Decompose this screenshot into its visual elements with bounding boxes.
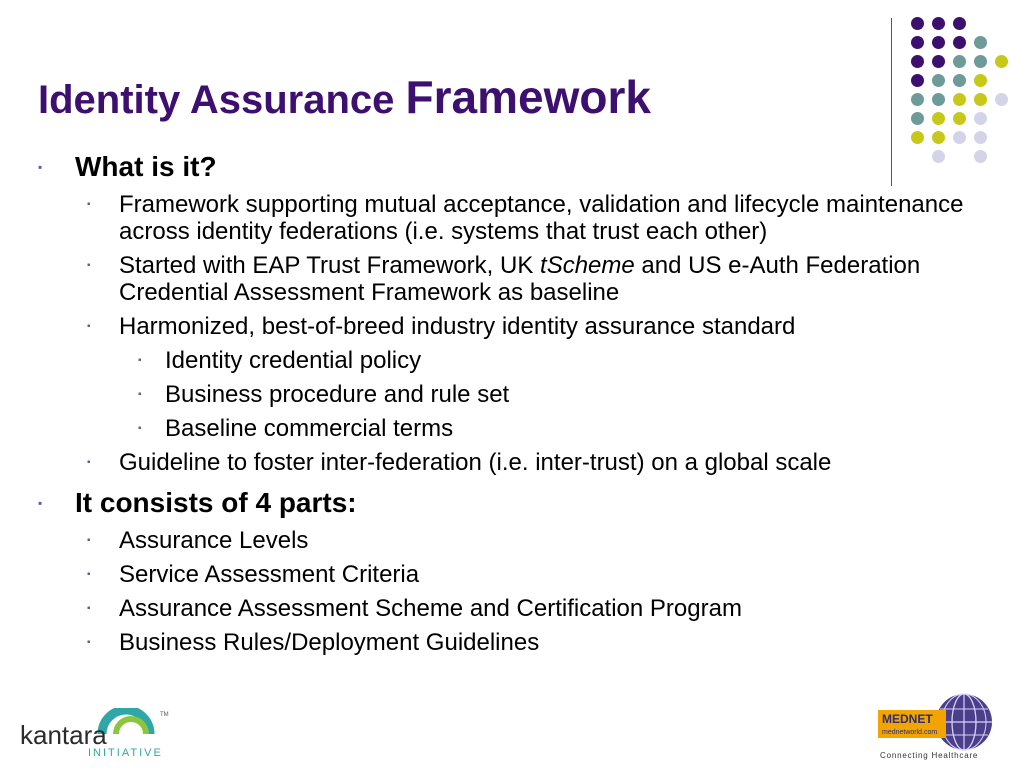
decorative-dot (932, 55, 945, 68)
square-bullet-icon: ▪ (138, 355, 142, 366)
svg-text:mednetworld.com: mednetworld.com (882, 729, 938, 736)
square-bullet-icon: ▪ (87, 260, 91, 271)
section-parts (38, 486, 968, 520)
decorative-dot (932, 74, 945, 87)
square-bullet-icon: ▪ (87, 637, 91, 648)
list-item: ▪ Harmonized, best-of-breed industry identity assurance standard (87, 313, 796, 340)
list-item: ▪ Service Assessment Criteria (87, 561, 420, 588)
section-what-is-it (38, 150, 968, 184)
decorative-dot (932, 93, 945, 106)
decorative-dot (932, 36, 945, 49)
decorative-dot (953, 55, 966, 68)
svg-text:kantara: kantara (20, 720, 107, 750)
section-heading: What is it? (75, 151, 217, 182)
decorative-dot (953, 93, 966, 106)
decorative-dot (995, 93, 1008, 106)
decorative-dot (911, 55, 924, 68)
slide-title (38, 70, 651, 124)
bullet-content (38, 146, 968, 656)
square-bullet-icon: ▪ (87, 603, 91, 614)
decorative-dot (953, 36, 966, 49)
decorative-dot (932, 112, 945, 125)
title-part1: Identity Assurance (38, 78, 406, 122)
square-bullet-icon: ▪ (87, 569, 91, 580)
mednet-logo (878, 692, 998, 762)
svg-text:Connecting Healthcare: Connecting Healthcare (880, 751, 979, 760)
decorative-dot (911, 112, 924, 125)
decorative-dot (974, 55, 987, 68)
square-bullet-icon: ▪ (38, 496, 43, 510)
section-heading: It consists of 4 parts: (75, 487, 357, 518)
list-item: ▪ Assurance Assessment Scheme and Certification Program (87, 595, 742, 622)
decorative-dot (932, 17, 945, 30)
kantara-initiative-logo (20, 708, 180, 760)
decorative-dot (953, 112, 966, 125)
title-part2: Framework (405, 71, 651, 123)
decorative-dot (953, 131, 966, 144)
decorative-dot (974, 74, 987, 87)
list-item: ▪ Started with EAP Trust Framework, UK tScheme and US e-Auth Federation Credential Assessment Framework as baseline (87, 252, 921, 306)
sub-list-item: ▪ Baseline commercial terms (138, 415, 454, 442)
sub-list-item: ▪ Identity credential policy (138, 347, 422, 374)
decorative-dot (911, 36, 924, 49)
decorative-dot (911, 93, 924, 106)
decorative-dot (974, 93, 987, 106)
decorative-dot (974, 36, 987, 49)
decorative-dot (911, 74, 924, 87)
decorative-dot (974, 150, 987, 163)
list-item: ▪ Framework supporting mutual acceptance, validation and lifecycle maintenance across identity federations (i.e. systems that trust each other) (87, 191, 964, 245)
decorative-dot (953, 17, 966, 30)
list-item: ▪ Business Rules/Deployment Guidelines (87, 629, 540, 656)
list-item: ▪ Assurance Levels (87, 527, 309, 554)
decorative-dot (995, 55, 1008, 68)
svg-text:TM: TM (160, 712, 169, 718)
decorative-dot (974, 131, 987, 144)
decorative-dot (911, 131, 924, 144)
square-bullet-icon: ▪ (87, 321, 91, 332)
square-bullet-icon: ▪ (138, 389, 142, 400)
square-bullet-icon: ▪ (87, 457, 91, 468)
decorative-dot (932, 131, 945, 144)
sub-list-item: ▪ Business procedure and rule set (138, 381, 510, 408)
square-bullet-icon: ▪ (38, 160, 43, 174)
decorative-dot (953, 74, 966, 87)
list-item: ▪ Guideline to foster inter-federation (i.e. inter-trust) on a global scale (87, 449, 832, 476)
svg-text:INITIATIVE: INITIATIVE (88, 747, 163, 759)
square-bullet-icon: ▪ (87, 535, 91, 546)
square-bullet-icon: ▪ (138, 423, 142, 434)
decorative-dot (974, 112, 987, 125)
svg-text:MEDNET: MEDNET (882, 712, 933, 726)
square-bullet-icon: ▪ (87, 199, 91, 210)
decorative-dot (911, 17, 924, 30)
